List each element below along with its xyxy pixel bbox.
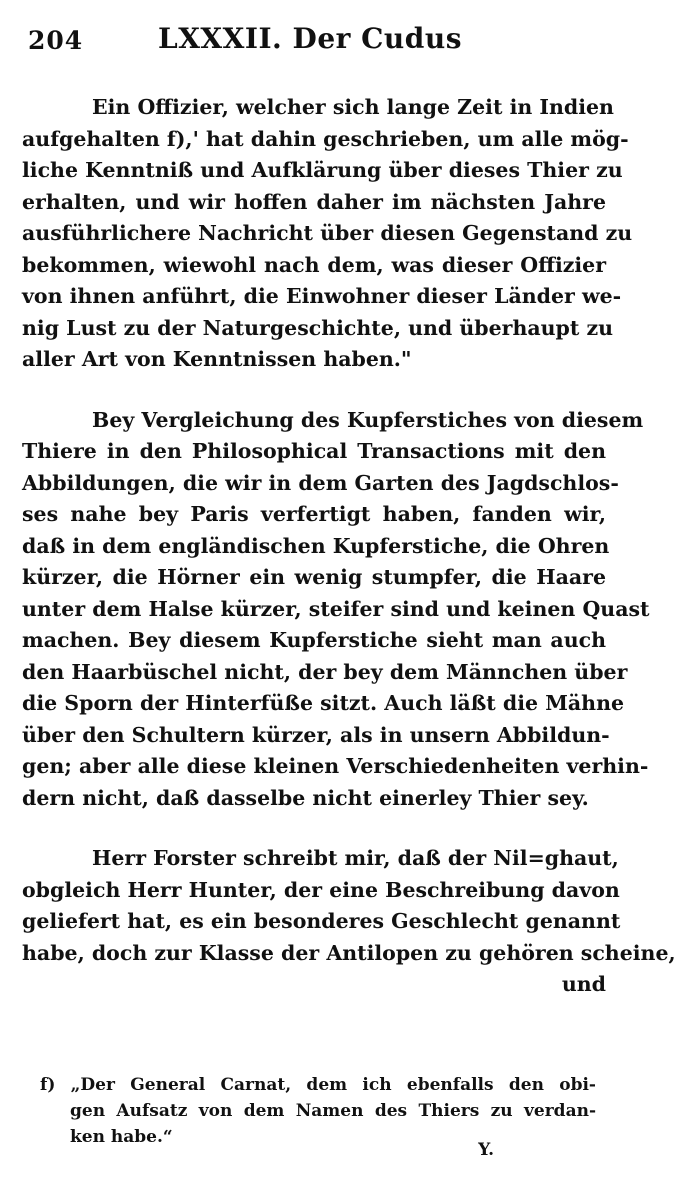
- text-line: habe, doch zur Klasse der Antilopen zu gehören scheine,: [22, 940, 676, 965]
- text-line: Ein Offizier, welcher sich lange Zeit in Indien: [92, 95, 614, 119]
- footnote-line: ken habe.“: [70, 1127, 173, 1147]
- text-line: daß in dem engländischen Kupferstiche, die Ohren: [22, 533, 610, 558]
- text-line: ausführlichere Nachricht über diesen Gegenstand zu: [22, 221, 633, 245]
- text-line: unter dem Halse kürzer, steifer sind und keinen Quast: [22, 596, 650, 621]
- text-line: Bey Vergleichung des Kupferstiches von diesem: [92, 407, 644, 432]
- running-title: LXXXII. Der Cudus: [158, 22, 462, 55]
- text-line: obgleich Herr Hunter, der eine Beschreibung davon: [22, 877, 620, 902]
- footnote-line: gen Aufsatz von dem Namen des Thiers zu verdan-: [70, 1101, 596, 1121]
- body-text: [22, 92, 676, 1001]
- catchword: und: [561, 972, 606, 996]
- text-line: gen; aber alle diese kleinen Verschiedenheiten verhin-: [22, 754, 649, 778]
- text-line: machen. Bey diesem Kupferstiche sieht man auch: [22, 628, 606, 652]
- text-line: dern nicht, daß dasselbe nicht einerley Thier sey.: [22, 785, 589, 810]
- text-line: Thiere in den Philosophical Transactions mit den: [22, 439, 606, 463]
- text-line: liche Kenntniß und Aufklärung über dieses Thier zu: [22, 158, 623, 182]
- footnote: [40, 1072, 596, 1150]
- text-line: den Haarbüschel nicht, der bey dem Männchen über: [22, 659, 628, 684]
- paragraph-1: [22, 92, 633, 376]
- text-line: Herr Forster schreibt mir, daß der Nil=ghaut,: [92, 846, 619, 870]
- text-line: von ihnen anführt, die Einwohner dieser Länder we-: [22, 284, 622, 308]
- text-line: geliefert hat, es ein besonderes Geschlecht genannt: [22, 909, 621, 933]
- paragraph-2: [22, 405, 650, 815]
- paragraph-gap: [22, 376, 606, 405]
- paragraph-gap: [22, 814, 606, 843]
- text-line: ses nahe bey Paris verfertigt haben, fanden wir,: [22, 502, 606, 526]
- page-header: [28, 22, 588, 62]
- text-line: nig Lust zu der Naturgeschichte, und überhaupt zu: [22, 315, 614, 340]
- text-line: erhalten, und wir hoffen daher im nächsten Jahre: [22, 189, 606, 214]
- paragraph-3: [22, 843, 676, 1001]
- text-line: bekommen, wiewohl nach dem, was dieser Offizier: [22, 252, 606, 277]
- text-line: aufgehalten f),' hat dahin geschrieben, um alle mög-: [22, 126, 629, 151]
- text-line: kürzer, die Hörner ein wenig stumpfer, die Haare: [22, 565, 606, 589]
- text-line: über den Schultern kürzer, als in unsern Abbildun-: [22, 722, 610, 747]
- page-number: 204: [28, 26, 84, 55]
- footnote-line: f) „Der General Carnat, dem ich ebenfalls den obi-: [40, 1075, 596, 1095]
- footnote-signature: Y.: [478, 1140, 494, 1160]
- text-line: aller Art von Kenntnissen haben.": [22, 347, 412, 371]
- text-line: Abbildungen, die wir in dem Garten des Jagdschlos-: [22, 470, 619, 495]
- text-line: die Sporn der Hinterfüße sitzt. Auch läßt die Mähne: [22, 691, 625, 715]
